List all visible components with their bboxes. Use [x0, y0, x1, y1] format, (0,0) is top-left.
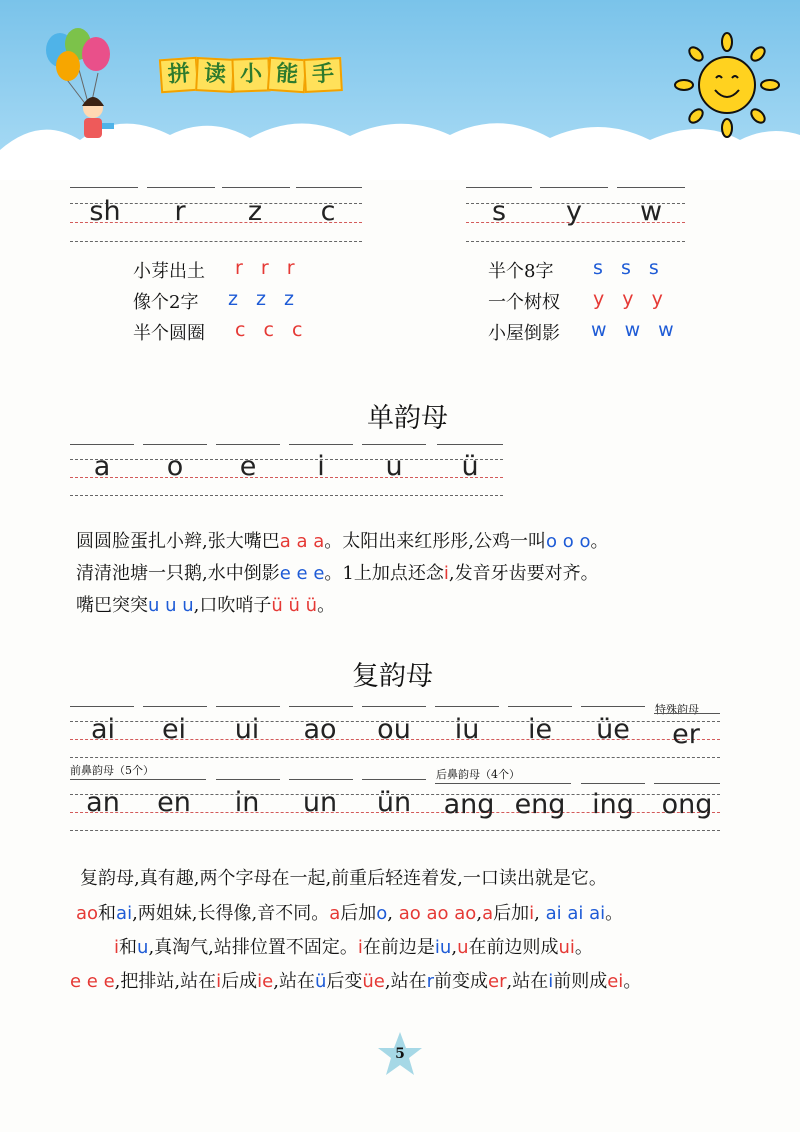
pinyin-highlight: i [114, 937, 120, 958]
consonant-letter: s [491, 196, 507, 227]
pinyin-highlight: er [488, 971, 507, 992]
final-letter: ün [376, 787, 412, 818]
sun-icon [672, 30, 782, 140]
pinyin-highlight: u [137, 937, 149, 958]
rhyme-phrase: 一个树杈 [488, 292, 560, 313]
pinyin-highlight: ao [76, 903, 99, 924]
pinyin-highlight: i [357, 937, 363, 958]
consonant-letter: z [247, 196, 263, 227]
pinyin-highlight: ie [257, 971, 274, 992]
page-number: 5 [395, 1046, 405, 1062]
text-segment: ,把排站,站在 [114, 971, 217, 992]
text-segment: 圆圆脸蛋扎小辫,张大嘴巴 [76, 531, 280, 552]
text-segment: ,站在 [273, 971, 315, 992]
text-segment: 复韵母,真有趣,两个字母在一起,前重后轻连着发,一口读出就是它。 [80, 868, 607, 889]
rhyme-letters: r r r [235, 257, 301, 279]
pinyin-highlight: ao ao ao [398, 903, 477, 924]
text-segment: 。1上加点还念 [324, 563, 444, 584]
text-segment: , [534, 903, 546, 924]
final-letter: in [234, 787, 260, 818]
pinyin-highlight: u [457, 937, 469, 958]
text-segment: 。 [317, 595, 336, 616]
simple-finals-line [76, 559, 599, 585]
balloon-girl-icon [38, 28, 118, 153]
text-segment: 和 [98, 903, 117, 924]
pinyin-highlight: e e e [279, 563, 325, 584]
rhyme-phrase: 半个圆圈 [133, 323, 205, 344]
pinyin-highlight: ei [607, 971, 624, 992]
final-letter: o [166, 451, 184, 482]
simple-finals-line [76, 591, 335, 617]
consonant-letter: c [320, 196, 336, 227]
rhyme-letters: s s s [593, 257, 665, 279]
text-segment: 后变 [326, 971, 363, 992]
final-letter: ong [661, 789, 713, 820]
text-segment: 前变成 [434, 971, 488, 992]
text-segment: 清清池塘一只鹅,水中倒影 [76, 563, 280, 584]
text-segment: 。 [574, 937, 593, 958]
pinyin-highlight: i [529, 903, 535, 924]
final-letter: e [239, 451, 257, 482]
text-segment: 后成 [221, 971, 258, 992]
pinyin-highlight: ü [314, 971, 327, 992]
final-letter: ai [90, 714, 116, 745]
rhyme-phrase: 像个2字 [133, 292, 199, 313]
pinyin-highlight: e e e [70, 971, 115, 992]
title-char: 小 [231, 57, 270, 92]
final-letter: u [385, 451, 403, 482]
final-letter: en [157, 787, 191, 818]
final-letter: ei [161, 714, 187, 745]
consonant-letter: r [174, 196, 186, 227]
rhyme-phrase: 半个8字 [488, 261, 554, 282]
pinyin-highlight: i [443, 563, 449, 584]
pinyin-highlight: ui [558, 937, 575, 958]
pinyin-highlight: ai [116, 903, 133, 924]
final-letter: ü [461, 451, 479, 482]
final-letter: üe [596, 714, 630, 745]
text-segment: , [387, 903, 399, 924]
back-nasal-label: 后鼻韵母（4个） [436, 768, 520, 781]
consonant-letter: w [639, 196, 663, 227]
section-title: 复韵母 [352, 661, 433, 692]
pinyin-highlight: i [216, 971, 222, 992]
pinyin-highlight: o [376, 903, 388, 924]
text-segment: ,发音牙齿要对齐。 [448, 563, 599, 584]
final-letter: ao [303, 714, 337, 745]
text-segment: ,两姐妹,长得像,音不同。 [132, 903, 330, 924]
compound-finals-line [76, 899, 623, 925]
text-segment: ,站在 [384, 971, 427, 992]
pinyin-highlight: o o o [546, 531, 591, 552]
pinyin-highlight: ü ü ü [271, 595, 318, 616]
text-segment: 。 [623, 971, 642, 992]
final-letter: ing [592, 789, 634, 820]
text-segment: , [451, 937, 458, 958]
text-segment: 后加 [340, 903, 377, 924]
final-letter: ie [527, 714, 553, 745]
final-letter: eng [514, 789, 566, 820]
text-segment: 后加 [493, 903, 530, 924]
final-letter: i [317, 451, 325, 482]
title-char: 手 [303, 57, 343, 93]
section-title: 单韵母 [367, 403, 448, 434]
final-letter: a [93, 451, 111, 482]
pinyin-highlight: a [482, 903, 494, 924]
compound-finals-line [70, 967, 641, 993]
rhyme-letters: y y y [593, 288, 669, 310]
text-segment: 。 [605, 903, 624, 924]
special-finals-label: 特殊韵母 [655, 703, 699, 716]
rhyme-phrase: 小芽出土 [133, 261, 205, 282]
text-segment: ,站在 [506, 971, 549, 992]
front-nasal-label: 前鼻韵母（5个） [70, 764, 154, 777]
consonant-letter: y [566, 196, 582, 227]
pinyin-highlight: r [426, 971, 434, 992]
pinyin-highlight: a a a [279, 531, 325, 552]
final-letter: an [86, 787, 120, 818]
rhyme-letters: z z z [228, 288, 300, 310]
final-letter: ang [443, 789, 495, 820]
final-letter: ou [377, 714, 411, 745]
title-char: 能 [267, 57, 307, 94]
pinyin-highlight: u u u [148, 595, 194, 616]
text-segment: 在前边是 [362, 937, 435, 958]
pinyin-highlight: iu [434, 937, 452, 958]
pinyin-highlight: ai ai ai [545, 903, 606, 924]
title-char: 读 [195, 57, 235, 93]
final-letter: un [302, 787, 338, 818]
rhyme-letters: c c c [235, 319, 309, 341]
consonant-letter: sh [89, 196, 121, 227]
text-segment: 和 [119, 937, 138, 958]
title-char: 拼 [159, 57, 199, 94]
pinyin-highlight: üe [362, 971, 385, 992]
text-segment: ,口吹哨子 [193, 595, 272, 616]
final-letter: ui [234, 714, 260, 745]
rhyme-phrase: 小屋倒影 [488, 323, 560, 344]
text-segment: 。太阳出来红彤彤,公鸡一叫 [324, 531, 547, 552]
text-segment: ,真淘气,站排位置不固定。 [148, 937, 358, 958]
text-segment: 在前边则成 [468, 937, 559, 958]
pinyin-highlight: a [329, 903, 341, 924]
text-segment: 嘴巴突突 [76, 595, 148, 616]
text-segment: , [476, 903, 483, 924]
text-segment: 。 [590, 531, 609, 552]
pinyin-highlight: i [548, 971, 554, 992]
compound-finals-line [114, 933, 593, 959]
compound-finals-line [80, 864, 607, 890]
rhyme-letters: w w w [591, 319, 680, 341]
final-letter: er [672, 719, 700, 750]
final-letter: iu [454, 714, 480, 745]
simple-finals-line [76, 527, 609, 553]
text-segment: 前则成 [553, 971, 608, 992]
